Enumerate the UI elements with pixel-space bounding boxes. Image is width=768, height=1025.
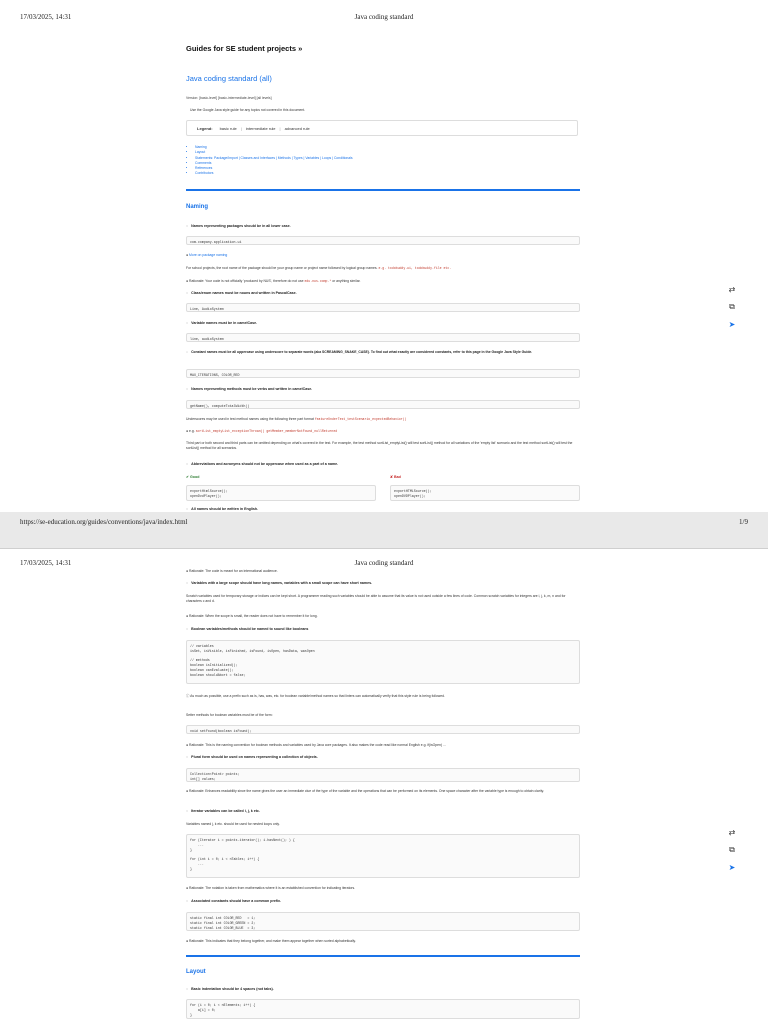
rule-item: ○ Boolean variables/methods should be named to sound like booleans: [186, 627, 309, 631]
section-heading-naming: Naming: [186, 204, 209, 210]
print-datetime: 17/03/2025, 14:31: [20, 559, 72, 567]
style-guide-note: Use the Google Java style guide for any topics not covered in this document.: [190, 108, 306, 112]
legend-advanced: advanced rule: [284, 125, 310, 131]
code-block: line, audioSystem: [186, 333, 580, 342]
print-doc-title: Java coding standard: [354, 13, 414, 21]
rule-item: ○ Iterator variables can be called i, j, k etc.: [186, 809, 260, 813]
print-header: [20, 13, 748, 25]
rule-item: ○ Names representing methods must be verbs and written in camelCase.: [186, 387, 313, 391]
rationale: ● Rationale: The code is meant for an international audience.: [186, 569, 278, 573]
rationale: ● Rationale: Enhances readability since the name gives the user an immediate clue of the type of the variable and the operations that can be performed on its elements. One space character after the variable type is enough to obtain clarity.: [186, 789, 545, 793]
translate-icon[interactable]: ⇄: [728, 828, 736, 837]
print-url: https://se-education.org/guides/conventions/java/index.html: [20, 518, 188, 526]
send-icon[interactable]: ➤: [728, 863, 736, 872]
paragraph: Scratch variables used for temporary storage or indices can be kept short. A programmer reading such variables should be able to assume that its value is not used outside a few lines of code. Common scratch variables for integers are i, j, k, m, n and for characters c and d.: [186, 594, 566, 603]
code-block: void setFound(boolean isFound);: [186, 725, 580, 734]
rule-item: ○ Plural form should be used on names representing a collection of objects.: [186, 755, 318, 759]
code-block: com.company.application.ui: [186, 236, 580, 245]
section-heading-layout: Layout: [186, 969, 206, 975]
paragraph: For school projects, the root name of the package should be your group name or project name followed by logical group names. e.g. todobuddy.ui, todobuddy.file etc.: [186, 266, 452, 270]
section-divider: [186, 189, 580, 191]
site-title[interactable]: Guides for SE student projects »: [186, 44, 303, 53]
copy-icon[interactable]: ⧉: [729, 845, 735, 854]
toc-item[interactable]: • Statements: Package/Import | Classes and Interfaces | Methods | Types | Variables | Loops | Conditionals: [195, 156, 353, 161]
paragraph: Variables named j, k etc. should be used for nested loops only.: [186, 822, 280, 826]
legend-box: Legend: basic rule | intermediate rule | advanced rule: [186, 120, 578, 136]
toc-item[interactable]: • Comments: [195, 161, 353, 166]
bad-label: ✘ Bad: [390, 475, 401, 479]
good-label: ✔ Good: [186, 475, 200, 479]
tip: ⓘ As much as possible, use a prefix such as is, has, was, etc. for boolean variable/method names so that linters can automatically verify that this style rule is being followed.: [186, 694, 445, 698]
print-doc-title: Java coding standard: [354, 559, 414, 567]
send-icon[interactable]: ➤: [728, 320, 736, 329]
paragraph: Third part or both second and third parts can be omitted depending on what's covered in the test. For example, the test method sortList_emptyList() will test sortList() method for all variations of the 'empty list' scenario and the test method sortList() will test the sortList() method for all scenarios.: [186, 441, 573, 450]
toc-item[interactable]: • Layout: [195, 150, 353, 155]
code-block: // variables isSet, isVisible, isFinished, isFound, isOpen, hasData, wasOpen // methods boolean isInitialized(); boolean canEvaluate(); boolean shouldAbort = false;: [186, 640, 580, 684]
translate-icon[interactable]: ⇄: [728, 285, 736, 294]
rule-item: ○ Names representing packages should be in all lower case.: [186, 224, 291, 228]
paragraph: Underscores may be used in test method names using the following three part format featureUnderTest_testScenario_expectedBehavior(): [186, 417, 407, 421]
rule-item: ○ Constant names must be all uppercase using underscore to separate words (aka SCREAMING_SNAKE_CASE). To find out what exactly are considered constants, refer to this page in the Google Java Style Guide.: [186, 350, 533, 354]
toc-item[interactable]: • Naming: [195, 145, 353, 150]
rationale: ● Rationale: This indicates that they belong together, and make them appear together when sorted alphabetically.: [186, 939, 356, 943]
paragraph: Setter methods for boolean variables must be of the form:: [186, 713, 273, 717]
code-block: Collection<Point> points; int[] values;: [186, 768, 580, 782]
legend-intermediate: intermediate rule: [245, 125, 276, 131]
paragraph: ● e.g. sortList_emptyList_exceptionThrown() getMember_memberNotFound_nullReturned: [186, 429, 338, 433]
section-divider: [186, 955, 580, 957]
toc-item[interactable]: • Contributors: [195, 171, 353, 176]
rule-item: ○ Class/enum names must be nouns and written in PascalCase.: [186, 291, 297, 295]
code-block: for (i = 0; i < nElements; i++) { a[i] = 0; }: [186, 999, 580, 1019]
print-page-2: [0, 548, 768, 1025]
rule-item: ○ Variable names must be in camelCase.: [186, 321, 258, 325]
rule-item: ○ Basic indentation should be 4 spaces (not tabs).: [186, 987, 274, 991]
legend-basic: basic rule: [219, 125, 237, 131]
page-title: Java coding standard (all): [186, 74, 272, 83]
version-line: Version: [basic-level] [basic-intermediate-level] [all levels]: [186, 96, 272, 100]
rationale: ● Rationale: This is the naming convention for boolean methods and variables used by Java core packages. It also makes the code read like normal English e.g. if(isOpen) ...: [186, 743, 446, 747]
legend-label: Legend:: [197, 125, 213, 131]
code-block: MAX_ITERATIONS, COLOR_RED: [186, 369, 580, 378]
copy-icon[interactable]: ⧉: [729, 302, 735, 311]
rationale: ● Rationale: The notation is taken from mathematics where it is an established convention for indicating iterators.: [186, 886, 356, 890]
rule-item: ○ Variables with a large scope should have long names, variables with a small scope can have short names.: [186, 581, 373, 585]
package-naming-link[interactable]: ● More on package naming: [186, 253, 228, 257]
bad-code-block: exportHTMLSource(); openDVDPlayer();: [390, 485, 580, 501]
print-datetime: 17/03/2025, 14:31: [20, 13, 72, 21]
rationale: ● Rationale: When the scope is small, the reader does not have to remember it for long.: [186, 614, 318, 618]
table-of-contents: [191, 145, 353, 177]
rationale: ● Rationale: Your code is not officially 'produced by NUS', therefore do not use edu.nus.comp.* or anything similar.: [186, 279, 361, 283]
code-block: static final int COLOR_RED = 1; static final int COLOR_GREEN = 2; static final int COLOR_BLUE = 3;: [186, 912, 580, 931]
code-block: for (Iterator i = points.iterator(); i.hasNext(); ) { ... } for (int i = 0; i < nTables; i++) { ... }: [186, 834, 580, 878]
toc-item[interactable]: • References: [195, 166, 353, 171]
print-page-number: 1/9: [739, 518, 748, 526]
rule-item: ○ Abbreviations and acronyms should not be uppercase when used as a part of a name.: [186, 462, 339, 466]
good-code-block: exportHtmlSource(); openDvdPlayer();: [186, 485, 376, 501]
rule-item: ○ Associated constants should have a common prefix.: [186, 899, 282, 903]
print-page-1: [0, 0, 768, 512]
rule-item: ○ All names should be written in English.: [186, 507, 259, 511]
code-block: Line, AudioSystem: [186, 303, 580, 312]
code-block: getName(), computeTotalWidth(): [186, 400, 580, 409]
